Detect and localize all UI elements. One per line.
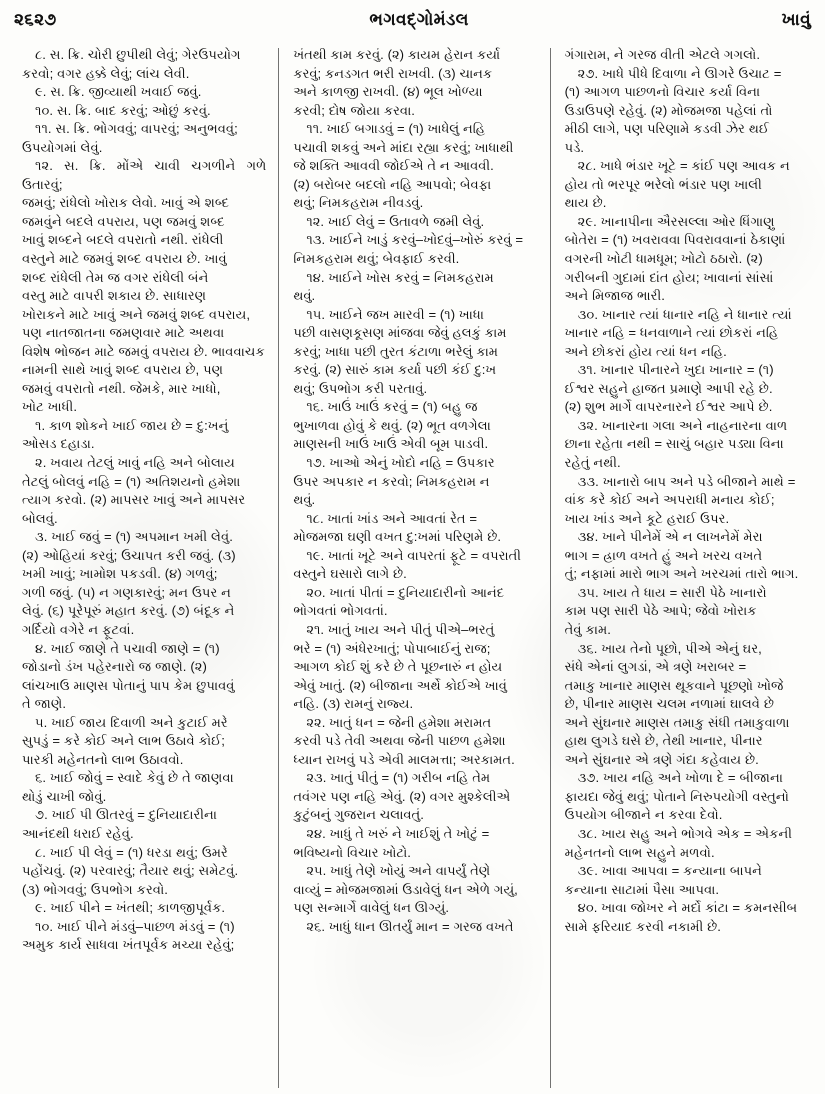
- entry-continuation-line: નામની સાથે ખાવું શબ્દ વપરાય છે, પણ: [22, 362, 224, 378]
- entry-start-line: ૧૨. સ. ક્રિ. મોંએ ચાવી ચગળીને ગળે ઉતારવું;: [22, 158, 267, 192]
- entry-continuation-line: (૨) શુભ માર્ગે વાપરનારને ઈશ્વર આપે છે.: [564, 399, 773, 415]
- entry-continuation-line: ભવિષ્યનો વિચાર ખોટો.: [293, 844, 411, 860]
- entry-continuation-line: તમાકુ ખાનાર માણસ થૂકવાને પૂછણો ખોજે: [564, 677, 784, 693]
- entry-continuation-line: આનંદથી ધરાઈ રહેવું.: [22, 825, 134, 841]
- entry-continuation-line: ગરીબની ગુદામાં દાંત હોય; ખાવાનાં સાંસાં: [564, 269, 774, 285]
- entry-start-line: ૧૦. ખાઈ પીને મંડવું–પાછળ મંડવું = (૧): [35, 918, 235, 934]
- entry-start-line: ૩૦. ખાનાર ત્યાં ધાનાર નહિ ને ધાનાર ત્યાં: [577, 306, 792, 322]
- entry-start-line: ૮. ખાઈ પી લેવું = (૧) ધરડા થવું; ઉમરે: [35, 844, 228, 860]
- entry-continuation-line: બોલવું.: [22, 510, 58, 526]
- entry-start-line: ૫. ખાઈ જાય દિવાળી અને કુટાઈ મરે: [35, 714, 228, 730]
- entry-continuation-line: કન્યાના સાટામાં પૈસા આપવા.: [564, 881, 720, 897]
- entry-start-line: ૧૯. ખાતાં ખૂટે અને વાપરતાં ફૂટે = વપરાતી: [306, 547, 522, 563]
- entry-start-line: ૧૦. સ. ક્રિ. બાદ કરવું; ઓછું કરવું.: [35, 102, 211, 118]
- entry-start-line: ૩૩. ખાનારો બાપ અને પડે બીજાને માથે =: [577, 473, 796, 489]
- entry-continuation-line: સંધે એનાં લુગડાં, એ ત્રણે ખરાબર =: [564, 659, 747, 675]
- entry-continuation-line: તેવું કામ.: [564, 621, 611, 637]
- entry-start-line: ૩૯. ખાવા આપવા = કન્યાના બાપને: [577, 863, 762, 879]
- entry-continuation-line: કરવું. (૨) સારું કામ કર્યા પછી કંઈ દુ:ખ: [293, 362, 497, 378]
- entry-start-line: ૮. સ. ક્રિ. ચોરી છુપીથી લેવું; ગેરઉપયોગ: [35, 47, 241, 62]
- entry-continuation-line: ગળી જવું. (૫) ન ગણકારવું; મન ઉપર ન: [22, 584, 231, 600]
- entry-continuation-line: રહેતું નથી.: [564, 455, 621, 471]
- entry-continuation-line: અમુક કાર્ય સાધવા ખંતપૂર્વક મચ્યા રહેવું;: [22, 937, 235, 953]
- entry-start-line: ૪. ખાઈ જાણે તે પચાવી જાણે = (૧): [35, 640, 220, 656]
- entry-continuation-line: આગળ કોઈ શું કરે છે તે પૂછનારું ન હોય: [293, 659, 503, 675]
- entry-continuation-line: માણસની ખાઉં ખાઉં એવી બૂમ પાડવી.: [293, 436, 489, 452]
- entry-continuation-line: એવું ખાતું. (૨) બીજાના અર્થે કોઈએ ખાવું: [293, 677, 507, 693]
- entry-continuation-line: ભોગવતાં ભોગવતાં.: [293, 603, 388, 619]
- entry-continuation-line: લાંચખાઉ માણસ પોતાનું પાપ કેમ છુપાવવું: [22, 677, 235, 693]
- entry-continuation-line: સામે ફરિયાદ કરવી નકામી છે.: [564, 918, 721, 934]
- entry-continuation-line: ખાવું શબ્દને બદલે વપરાતો નથી. રાંધેલી: [22, 232, 224, 248]
- entry-start-line: ૩૭. ખાય નહિ અને ખોળા દે = બીજાના: [577, 770, 784, 786]
- entry-continuation-line: ખાનાર નહિ = ધનવાળાને ત્યાં છોકરાં નહિ: [564, 325, 779, 341]
- entry-start-line: ૧૧. ખાઈ બગાડવું = (૧) ખાધેલું નહિ: [306, 121, 486, 137]
- entry-continuation-line: પડે.: [564, 139, 585, 155]
- entry-continuation-line: વસ્તુને ઘસારો લાગે છે.: [293, 566, 407, 582]
- entry-start-line: ૧૬. ખાઉં ખાઉં કરવું = (૧) બહુ જ: [306, 399, 478, 415]
- running-header: [14, 10, 811, 40]
- entry-continuation-line: વાવ્યું = મોજમજામાં ઉડાવેલું ધન એળે ગયું,: [293, 881, 518, 897]
- entry-start-line: ૧૮. ખાતાં ખાંડ અને આવતાં રેત =: [306, 510, 477, 526]
- entry-continuation-line: ભરે = (૧) અંધેરખાતું; પોપાબાઈનું રાજ;: [293, 640, 491, 656]
- entry-start-line: ૩૪. ખાને પીનેમેં એ ન લાખનેમેં મેરા: [577, 529, 763, 545]
- entry-continuation-line: જમવું; રાંધેલો ખોરાક લેવો. ખાવું એ શબ્દ: [22, 195, 230, 211]
- entry-continuation-line: થવું; નિમકહરામ નીવડવું.: [293, 195, 424, 211]
- entry-continuation-line: હોય તો ભરપૂર ભરેલો ભંડાર પણ ખાલી: [564, 176, 762, 192]
- page-number: ૨૬૨૭: [14, 10, 57, 29]
- entry-start-line: ૩૨. ખાનારના ગલા અને નાહનારના વાળ: [577, 417, 788, 433]
- entry-continuation-line: પછી વાસણકૂસણ માંજવા જેવું હલકું કામ: [293, 325, 507, 341]
- entry-continuation-line: અને સુંઘનાર માણસ તમાકુ સંધી તમાકુવાળા: [564, 714, 790, 730]
- entry-continuation-line: મોજમજા ઘણી વખત દુ:ખમાં પરિણમે છે.: [293, 529, 501, 545]
- entry-continuation-line: થવું.: [293, 288, 316, 304]
- entry-continuation-line: તવંગર પણ નહિ એવું. (૨) વગર મુશ્કેલીએ: [293, 788, 511, 804]
- entry-start-line: ૧૧. સ. ક્રિ. ભોગવવું; વાપરવું; અનુભવવું;: [35, 121, 238, 137]
- entry-continuation-line: થોડું ચાખી જોવું.: [22, 788, 107, 804]
- entry-start-line: ૧. કાળ શોકને ખાઈ જાય છે = દુ:ખનું: [35, 417, 229, 433]
- entry-continuation-line: જે શક્તિ આવવી જોઈએ તે ન આવવી.: [293, 158, 494, 174]
- entry-start-line: ૭. ખાઈ પી ઊતરવું = દુનિયાદારીના: [35, 807, 218, 823]
- entry-start-line: ૩૬. ખાય તેનો પૂછો, પીએ એનું ઘર,: [577, 640, 762, 656]
- entry-continuation-line: (૩) ભોગવવું; ઉપભોગ કરવો.: [22, 881, 168, 897]
- entry-continuation-line: કામ પણ સારી પેઠે આપે; જેવો ખોરાક: [564, 603, 757, 619]
- entry-continuation-line: કરવો; વગર હક્કે લેવું; લાંચ લેવી.: [22, 65, 190, 81]
- column-layout: [10, 46, 815, 1088]
- text-column-1: [10, 46, 278, 1088]
- entry-start-line: ૧૩. ખાઈને ખાડું કરવું–ખોદવું–ખોરું કરવું =: [306, 232, 523, 248]
- entry-start-line: ૩. ખાઈ જવું = (૧) અપમાન ખમી લેવું.: [35, 529, 233, 545]
- entry-start-line: ૨૯. ખાનાપીના ઐરસલ્લા ઓર ધિંગાણુ: [577, 213, 775, 229]
- entry-continuation-line: (૧) આગળ પાછળનો વિચાર કર્યા વિના: [564, 84, 761, 100]
- entry-continuation-line: ત્યાગ કરવો. (૨) માપસર ખાવું અને માપસર: [22, 492, 246, 508]
- entry-start-line: ૧૭. ખાઓ એનું ખોદો નહિ = ઉપકાર: [306, 455, 495, 471]
- entry-start-line: ૧૪. ખાઈને ખોસ કરવું = નિમકહરામ: [306, 269, 494, 285]
- entry-continuation-line: તેટલું બોલવું નહિ = (૧) અતિશયનો હમેશા: [22, 473, 241, 489]
- entry-continuation-line: બોતેરા = (૧) ખવરાવવા પિવરાવવાનાં ઠેકાણાં: [564, 232, 786, 248]
- entry-continuation-line: ગંગારામ, ને ગરજ વીતી એટલે ગગલો.: [564, 47, 761, 62]
- entry-continuation-line: થવું.: [293, 492, 316, 508]
- entry-continuation-line: થવું; ઉપભોગ કરી પરતાવું.: [293, 380, 428, 396]
- entry-continuation-line: ઉપયોગ બીજાને ન કરવા દેવો.: [564, 807, 723, 823]
- entry-start-line: ૨૦. ખાતાં પીતાં = દુનિયાદારીનો આનંદ: [306, 584, 505, 600]
- entry-continuation-line: જમવુંને બદલે વપરાય, પણ જમવું શબ્દ: [22, 213, 225, 229]
- entry-continuation-line: શબ્દ રાંધેલી તેમ જ વગર રાંધેલી બંને: [22, 269, 209, 285]
- text-column-3: [551, 46, 815, 1088]
- entry-continuation-line: જોડાનો ડંખ પહેરનારો જ જાણે. (૨): [22, 659, 207, 675]
- entry-continuation-line: નહિ. (૩) રામનું રાજ્ય.: [293, 696, 414, 712]
- entry-continuation-line: છે, પીનાર માણસ ચલમ નળામાં ઘાલવે છે: [564, 696, 775, 712]
- entry-continuation-line: વિશેષ ભોજન માટે જમવું વપરાય છે. ભાવવાચક: [22, 343, 265, 359]
- entry-continuation-line: અને મિજાજ ભારી.: [564, 288, 665, 304]
- entry-start-line: ૨. ખવાય તેટલું ખાવું નહિ અને બોલાય: [35, 455, 235, 471]
- entry-continuation-line: કુટુંબનું ગુજરાન ચલાવતું.: [293, 807, 424, 823]
- entry-continuation-line: ખાય ખાંડ અને કૂટે હરાઈ ઉપર.: [564, 510, 730, 526]
- text-column-2: [279, 46, 549, 1088]
- entry-continuation-line: તું; નફામાં મારો ભાગ અને ખરચમાં તારો ભાગ.: [564, 566, 799, 582]
- entry-continuation-line: ખોટ ખાધી.: [22, 399, 78, 415]
- entry-start-line: ૨૫. ખાધું તેણે ખોયું અને વાપર્યું તેણે: [306, 863, 491, 879]
- entry-continuation-line: ફાયદા જેવું થવું; પોતાને નિરુપયોગી વસ્તુનો: [564, 788, 789, 804]
- entry-start-line: ૬. ખાઈ જોવું = સ્વાદે કેવું છે તે જાણવા: [35, 770, 234, 786]
- entry-continuation-line: પચાવી શકવું અને માંદા રહ્યા કરવું; ખાધાથી: [293, 139, 514, 155]
- entry-continuation-line: મહેનતનો લાભ સહુને મળવો.: [564, 844, 715, 860]
- entry-continuation-line: ધ્યાન રાખવું પડે એવી માલમત્તા; અરકામત.: [293, 751, 515, 767]
- entry-continuation-line: કરવું; ખાધા પછી તુરત કંટાળા ભરેલું કામ: [293, 343, 499, 359]
- entry-continuation-line: અને કાળજી રાખવી. (૪) ભૂલ ખોળ્યા: [293, 84, 483, 100]
- entry-continuation-line: પહોંચવું. (૨) પરવારવું; તૈયાર થવું; સમેટવું.: [22, 863, 239, 879]
- entry-continuation-line: હાથ લુગડે ઘસે છે, તેથી ખાનાર, પીનાર: [564, 733, 763, 749]
- entry-continuation-line: સુપડું = કરે કોઈ અને લાભ ઉઠાવે કોઈ;: [22, 733, 225, 749]
- book-title: ભગવદ્ગોમંડલ: [369, 10, 469, 29]
- entry-continuation-line: વસ્તુને માટે જમવું શબ્દ વપરાય છે. ખાવું: [22, 251, 227, 267]
- entry-continuation-line: અને સુંઘનાર એ ત્રણે ગંદા કહેવાય છે.: [564, 751, 759, 767]
- entry-continuation-line: ઉડાઉપણે રહેવું. (૨) મોજમજા પહેલાં તો: [564, 102, 773, 118]
- entry-continuation-line: વાંક કરે કોઈ અને અપરાધી મનાય કોઈ;: [564, 492, 775, 508]
- entry-start-line: ૯. ખાઈ પીને = ખંતથી; કાળજીપૂર્વક.: [35, 900, 226, 916]
- entry-continuation-line: ખોરાકને માટે ખાવું અને જમવું શબ્દ વપરાય,: [22, 306, 251, 322]
- entry-start-line: ૩૫. ખાય તે ધાય = સારી પેઠે ખાનારો: [577, 584, 767, 600]
- entry-start-line: ૧૨. ખાઈ લેવું = ઉતાવળે જમી લેવું.: [306, 213, 485, 229]
- entry-start-line: ૯. સ. ક્રિ. જીવ્યાથી ખવાઈ જવું.: [35, 84, 202, 100]
- entry-continuation-line: છાના રહેતા નથી = સાચું બહાર પડ્યા વિના: [564, 436, 784, 452]
- entry-continuation-line: ઉપર અપકાર ન કરવો; નિમકહરામ ન: [293, 473, 490, 489]
- entry-continuation-line: કરવી પડે તેવી અથવા જેની પાછળ હમેશા: [293, 733, 506, 749]
- entry-start-line: ૨૪. ખાધું તે ખરું ને ખાઈશું તે ખોટું =: [306, 825, 490, 841]
- entry-start-line: ૩૮. ખાય સહુ અને ભોગવે એક = એકની: [577, 825, 792, 841]
- entry-start-line: ૨૧. ખાતું ખાય અને પીતું પીએ–ભરતું: [306, 621, 495, 637]
- entry-continuation-line: જમવું વપરાતો નથી. જેમકે, માર ખાધો,: [22, 380, 221, 396]
- entry-continuation-line: ભુખાળવા હોવું કે થવું. (૨) ભૂત વળગેલા: [293, 417, 491, 433]
- entry-continuation-line: નિમકહરામ થવું; બેવફાઈ કરવી.: [293, 251, 460, 267]
- entry-continuation-line: કરવી; દોષ જોયા કરવા.: [293, 102, 415, 118]
- entry-start-line: ૨૩. ખાતું પીતું = (૧) ગરીબ નહિ તેમ: [306, 770, 491, 786]
- entry-continuation-line: (૨) ઓહિયાં કરવું; ઉચાપત કરી જવું. (૩): [22, 547, 236, 563]
- entry-start-line: ૩૧. ખાનાર પીનારને ખુદા ખાનાર = (૧): [577, 362, 774, 378]
- entry-continuation-line: કરવું; કનડગત ભરી રાખવી. (૩) ચાનક: [293, 65, 493, 81]
- entry-continuation-line: ઉપયોગમાં લેવું.: [22, 139, 103, 155]
- entry-continuation-line: (૨) બરોબર બદલો નહિ આપવો; બેવફા: [293, 176, 492, 192]
- entry-continuation-line: ખંતથી કામ કરવું. (૨) કાયમ હેરાન કર્યા: [293, 47, 501, 62]
- entry-continuation-line: ખમી ખાવું; ખામોશ પકડવી. (૪) ગળવું;: [22, 566, 218, 582]
- entry-start-line: ૨૬. ખાધું ધાન ઊતર્યું માન = ગરજ વખતે: [306, 918, 514, 934]
- running-headword: ખાવું: [781, 10, 811, 29]
- entry-start-line: ૨૮. ખાધે ભંડાર ખૂટે = કાંઈ પણ આવક ન: [577, 158, 790, 174]
- entry-continuation-line: ઈશ્વર સહુને હાજત પ્રમાણે આપી રહે છે.: [564, 380, 773, 396]
- entry-continuation-line: પણ નાતજાતના જમણવાર માટે અથવા: [22, 325, 225, 341]
- entry-continuation-line: થાય છે.: [564, 195, 607, 211]
- entry-continuation-line: પારકી મહેનતનો લાભ ઉઠાવવો.: [22, 751, 184, 767]
- entry-start-line: ૨૭. ખાધે પીધે દિવાળા ને ઊગરે ઉચાટ =: [577, 65, 782, 81]
- entry-continuation-line: પણ સન્માર્ગે વાવેલું ધન ઊગ્યું.: [293, 900, 449, 916]
- entry-continuation-line: વસ્તુ માટે વાપરી શકાય છે. સાધારણ: [22, 288, 207, 304]
- entry-continuation-line: અને છોકરાં હોય ત્યાં ધન નહિ.: [564, 343, 727, 359]
- entry-continuation-line: વગરની ખોટી ધામધૂમ; ખોટો ઠઠારો. (૨): [564, 251, 763, 267]
- entry-continuation-line: ઓસડ દહાડા.: [22, 436, 95, 452]
- entry-continuation-line: ભાગ = હ્રાળ વખતે હું અને ખરચ વખતે: [564, 547, 763, 563]
- entry-continuation-line: ગર્દિયો વગેરે ન ફૂટવાં.: [22, 621, 135, 637]
- entry-continuation-line: તે જાણે.: [22, 696, 67, 712]
- entry-continuation-line: લેવું. (૬) પૂરેપૂરું મહાત કરવું. (૭) બંદૂક ને: [22, 603, 235, 619]
- entry-start-line: ૧૫. ખાઈને જખ મારવી = (૧) ખાધા: [306, 306, 484, 322]
- entry-start-line: ૪૦. ખાવા જોખર ને મર્દો કાંટા = કમનસીબ: [577, 900, 798, 916]
- entry-start-line: ૨૨. ખાતું ધન = જેની હમેશા મરામત: [306, 714, 492, 730]
- entry-continuation-line: મીઠી લાગે, પણ પરિણામે કડવી ઝેર થઈ: [564, 121, 770, 137]
